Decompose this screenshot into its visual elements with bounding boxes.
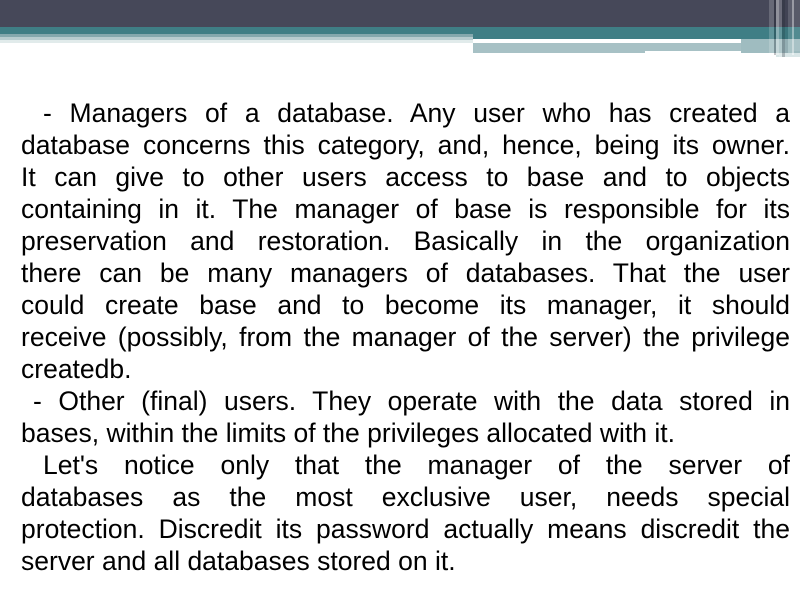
text-line: there can be many managers of databases. That the user xyxy=(21,258,790,288)
header-light-band-middle xyxy=(645,43,741,51)
header-fade-band-left xyxy=(0,34,473,43)
text-line: receive (possibly, from the manager of the server) the privilege xyxy=(21,322,790,352)
text-line: could create base and to become its manager, it should xyxy=(21,290,790,320)
text-line: It can give to other users access to base and to objects xyxy=(21,162,790,192)
header-bar-teal xyxy=(0,27,800,34)
paragraph-server-manager-note xyxy=(21,449,790,577)
text-line: Let's notice only that the manager of the server of xyxy=(43,450,790,480)
header-bar-navy xyxy=(0,0,800,27)
paragraph-other-users xyxy=(21,385,790,449)
text-line: - Other (final) users. They operate with the data stored in xyxy=(33,386,790,416)
text-line: bases, within the limits of the privileges allocated with it. xyxy=(21,418,675,448)
text-line: preservation and restoration. Basically in the organization xyxy=(21,226,790,256)
slide-body-text xyxy=(21,97,790,577)
text-line: createdb. xyxy=(21,354,132,384)
text-line: containing in it. The manager of base is responsible for its xyxy=(21,194,790,224)
text-line: server and all databases stored on it. xyxy=(21,546,456,576)
text-line: database concerns this category, and, hence, being its owner. xyxy=(21,130,790,160)
header-light-band-left xyxy=(473,43,645,53)
text-line: databases as the most exclusive user, needs special xyxy=(21,482,790,512)
text-line: - Managers of a database. Any user who has created a xyxy=(43,98,790,128)
text-line: protection. Discredit its password actually means discredit the xyxy=(21,514,790,544)
paragraph-database-managers xyxy=(21,97,790,385)
corner-stripe xyxy=(794,0,800,51)
